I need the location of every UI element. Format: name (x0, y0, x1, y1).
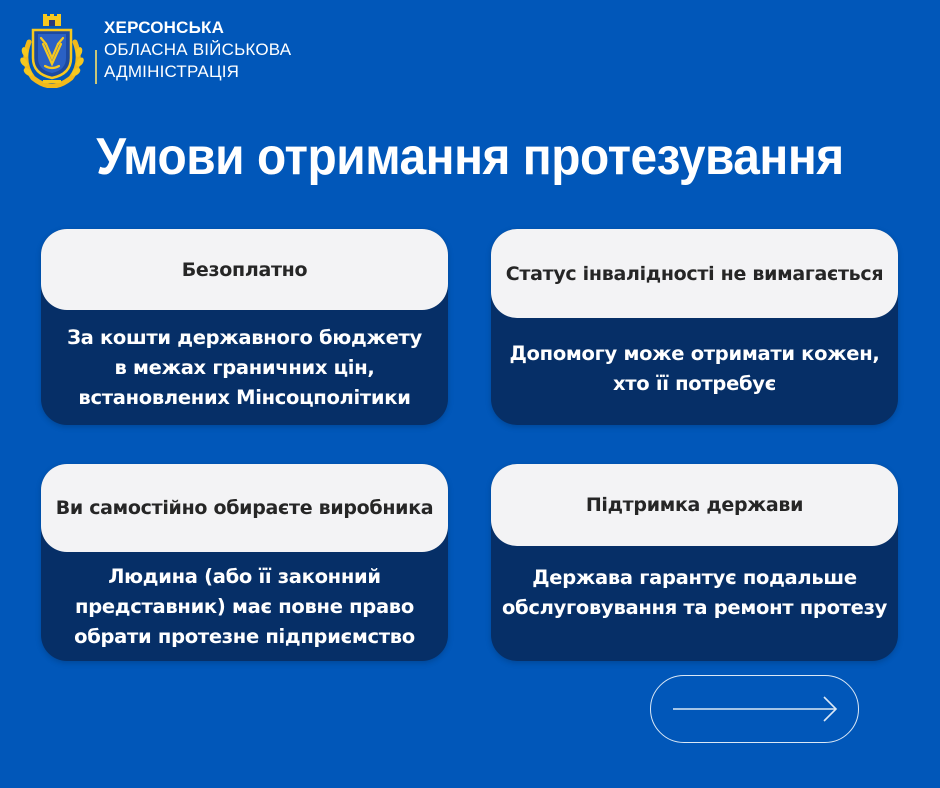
page-title: Умови отримання протезування (96, 128, 844, 186)
condition-card-state-support (491, 464, 898, 661)
next-slide-button[interactable] (650, 675, 859, 743)
card-heading: Підтримка держави (491, 464, 898, 546)
card-body-line: представник) має повне право (75, 594, 414, 618)
header-divider (95, 50, 97, 84)
header (0, 0, 940, 100)
card-heading: Ви самостійно обираєте виробника (41, 464, 448, 552)
card-body (41, 552, 448, 661)
card-heading: Статус інвалідності не вимагається (491, 229, 898, 318)
card-body-line: обслуговування та ремонт протезу (501, 596, 888, 619)
card-body (491, 546, 898, 640)
card-body-line: Людина (або її законний (108, 564, 381, 588)
card-body-line: встановлених Мінсоцполітики (78, 385, 411, 409)
org-line-2: ОБЛАСНА ВІЙСЬКОВА (104, 40, 292, 59)
org-line-1: ХЕРСОНСЬКА (104, 18, 225, 37)
card-body-line: Держава гарантує подальше (532, 566, 857, 589)
card-body-line: в межах граничних цін, (114, 355, 375, 379)
card-heading: Безоплатно (41, 229, 448, 310)
condition-card-free (41, 229, 448, 425)
arrow-right-icon (671, 696, 839, 722)
condition-card-no-disability-status (491, 229, 898, 425)
card-body-line: хто її потребує (613, 372, 776, 395)
kherson-coat-of-arms-icon (19, 14, 85, 88)
card-body-line: За кошти державного бюджету (67, 325, 422, 349)
condition-card-choose-manufacturer (41, 464, 448, 661)
card-body-line: обрати протезне підприємство (74, 624, 415, 648)
card-body-line: Допомогу може отримати кожен, (509, 342, 880, 365)
card-body (491, 318, 898, 420)
card-body (41, 310, 448, 425)
org-line-3: АДМІНІСТРАЦІЯ (104, 62, 240, 81)
organization-name (104, 17, 291, 83)
